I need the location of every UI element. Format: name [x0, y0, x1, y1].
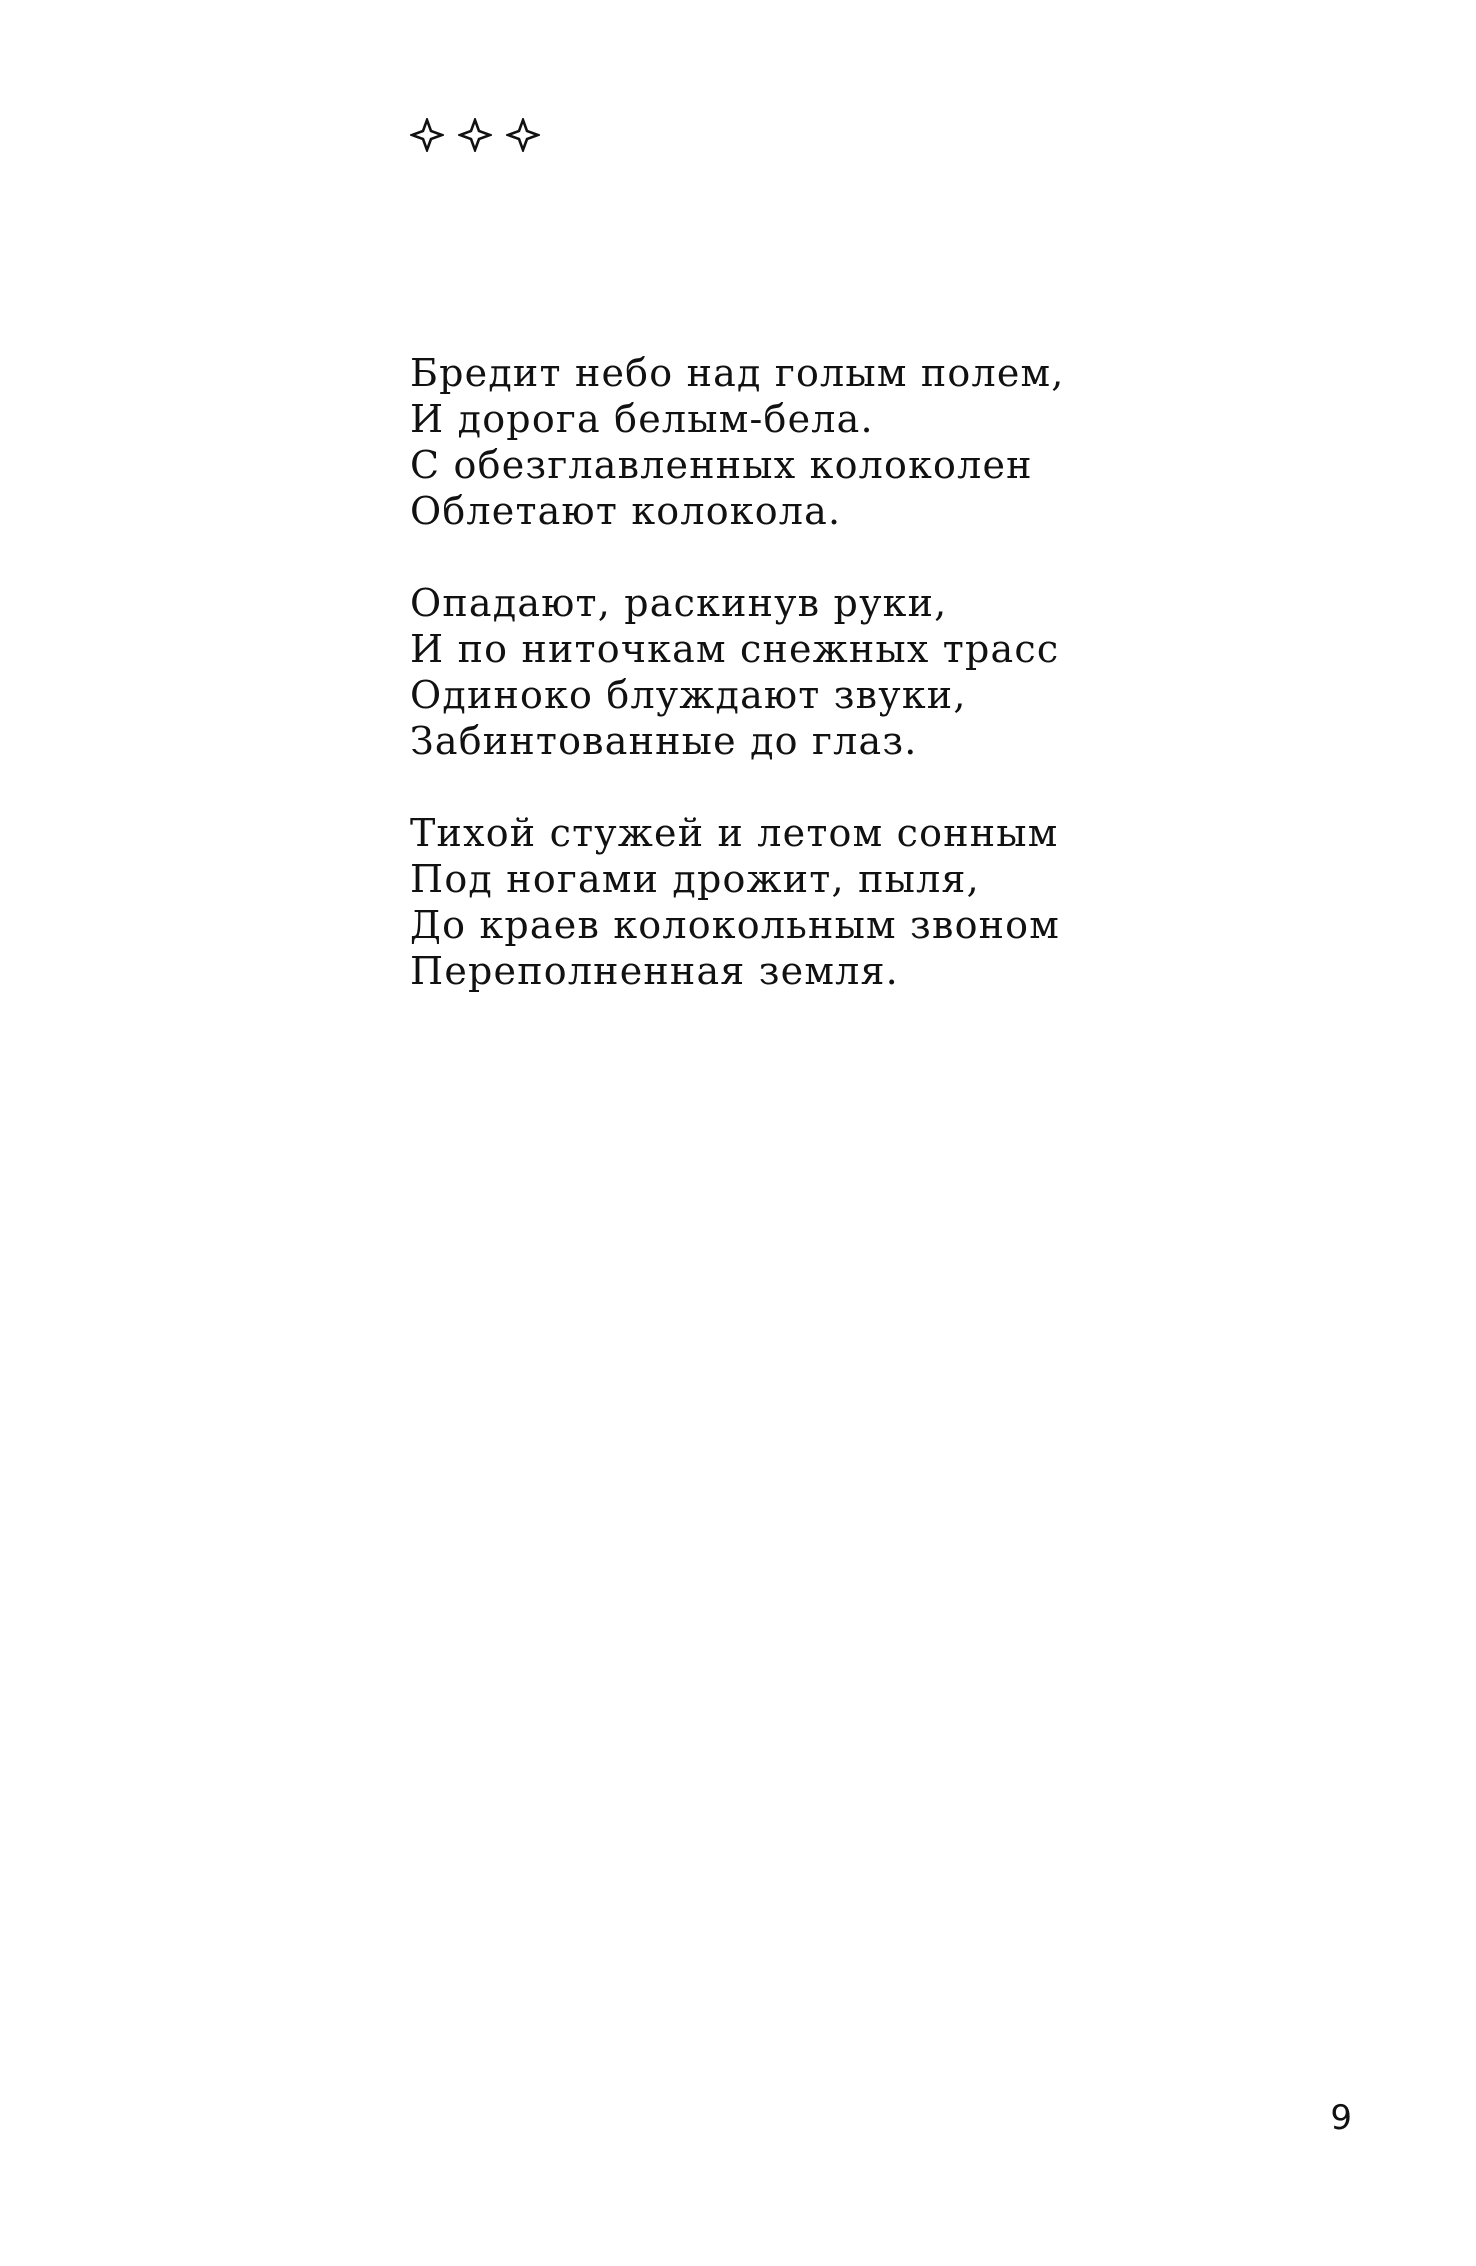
stars-ornament [410, 118, 540, 152]
poem-line: Бредит небо над голым полем, [410, 351, 1065, 395]
page-number: 9 [1330, 2098, 1352, 2138]
poem-line: До краев колокольным звоном [410, 903, 1061, 947]
poem-line: Под ногами дрожит, пыля, [410, 857, 980, 901]
poem-line: Облетают колокола. [410, 489, 842, 533]
four-pointed-star-icon [506, 118, 540, 152]
poem-line: И дорога белым-бела. [410, 397, 874, 441]
four-pointed-star-icon [410, 118, 444, 152]
poem-line: И по ниточкам снежных трасс [410, 627, 1060, 671]
poem-line: Переполненная земля. [410, 949, 899, 993]
poem-line: Тихой стужей и летом сонным [410, 811, 1059, 855]
poem [410, 350, 1170, 1040]
poem-line: Опадают, раскинув руки, [410, 581, 948, 625]
stanza [410, 810, 1170, 994]
stanza [410, 580, 1170, 764]
poem-line: Одиноко блуждают звуки, [410, 673, 967, 717]
poem-line: Забинтованные до глаз. [410, 719, 918, 763]
stanza [410, 350, 1170, 534]
four-pointed-star-icon [458, 118, 492, 152]
poem-line: С обезглавленных колоколен [410, 443, 1033, 487]
